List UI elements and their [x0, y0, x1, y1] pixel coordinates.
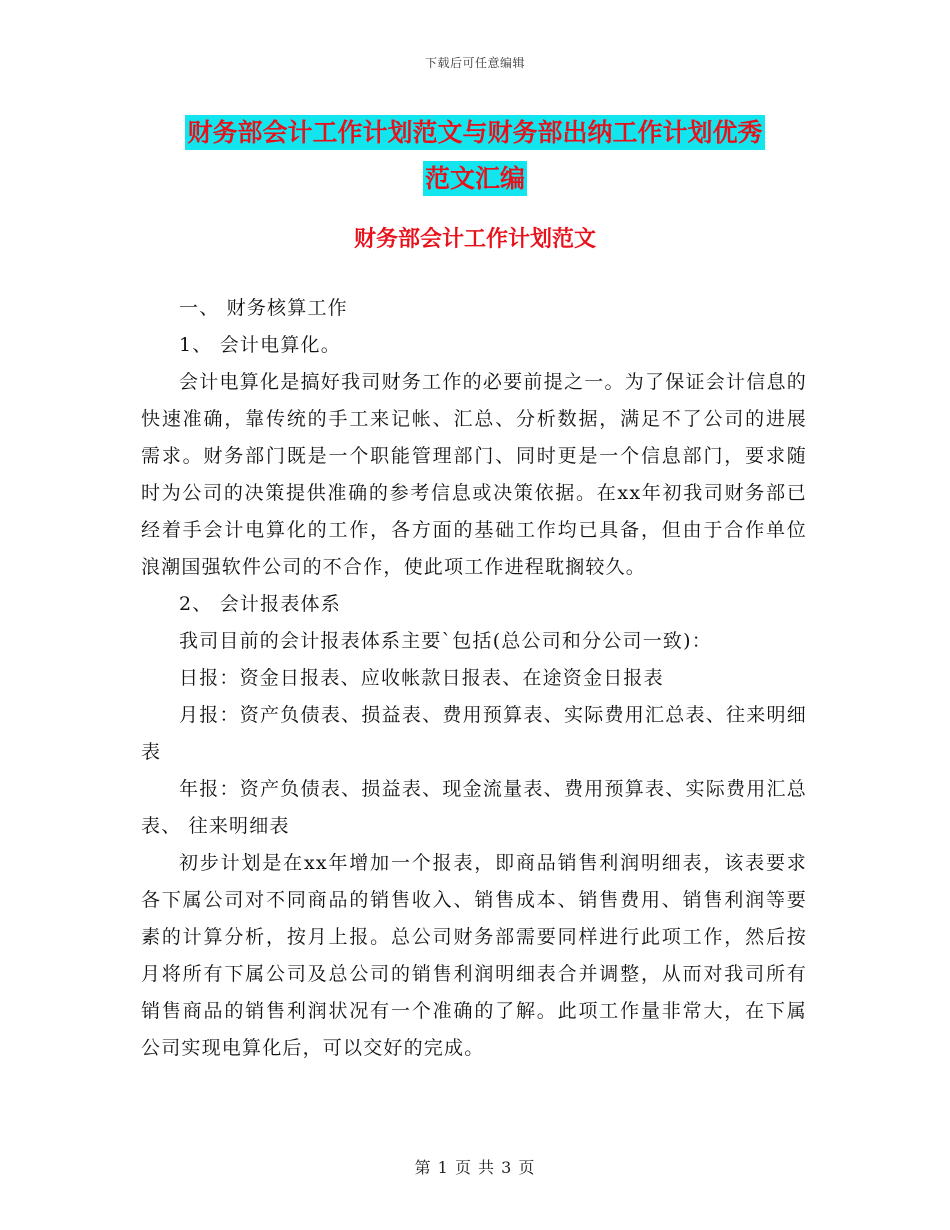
paragraph-daily-reports: 日报：资金日报表、应收帐款日报表、在途资金日报表 [179, 667, 664, 689]
document-body [141, 290, 807, 1067]
title-line-1: 财务部会计工作计划范文与财务部出纳工作计划优秀 [185, 115, 764, 150]
paragraph-annual-reports: 年报：资产负债表、损益表、现金流量表、费用预算表、实际费用汇总表、 往来明细表 [141, 778, 807, 837]
section-title: 财务部会计工作计划范文 [353, 226, 596, 252]
paragraph-plan: 初步计划是在xx年增加一个报表，即商品销售利润明细表，该表要求各下属公司对不同商品的销售收入、销售成本、销售费用、销售利润等要素的计算分析，按月上报。总公司财务部需要同样进行此项工作，然后按月将所有下属公司及总公司的销售利润明细表合并调整，从而对我司所有销售商品的销售利润状况有一个准确的了解。此项工作量非常大，在下属公司实现电算化后，可以交好的完成。 [141, 852, 807, 1059]
page-number: 第 1 页 共 3 页 [414, 1158, 536, 1177]
paragraph-report-intro: 我司目前的会计报表体系主要`包括(总公司和分公司一致)： [179, 630, 712, 652]
paragraph-monthly-reports: 月报：资产负债表、损益表、费用预算表、实际费用汇总表、往来明细表 [141, 704, 807, 763]
heading-report-system: 2、 会计报表体系 [179, 593, 341, 615]
heading-computerization: 1、 会计电算化。 [179, 334, 341, 356]
title-line-2: 范文汇编 [423, 161, 527, 196]
heading-financial-accounting: 一、 财务核算工作 [179, 297, 348, 319]
paragraph-computerization: 会计电算化是搞好我司财务工作的必要前提之一。为了保证会计信息的快速准确，靠传统的手工来记帐、汇总、分析数据，满足不了公司的进展需求。财务部门既是一个职能管理部门、同时更是一个信息部门，要求随时为公司的决策提供准确的参考信息或决策依据。在xx年初我司财务部已经着手会计电算化的工作，各方面的基础工作均已具备，但由于合作单位浪潮国强软件公司的不合作，使此项工作进程耽搁较久。 [141, 371, 807, 578]
header-note: 下载后可任意编辑 [424, 56, 525, 70]
document-title [140, 110, 810, 202]
